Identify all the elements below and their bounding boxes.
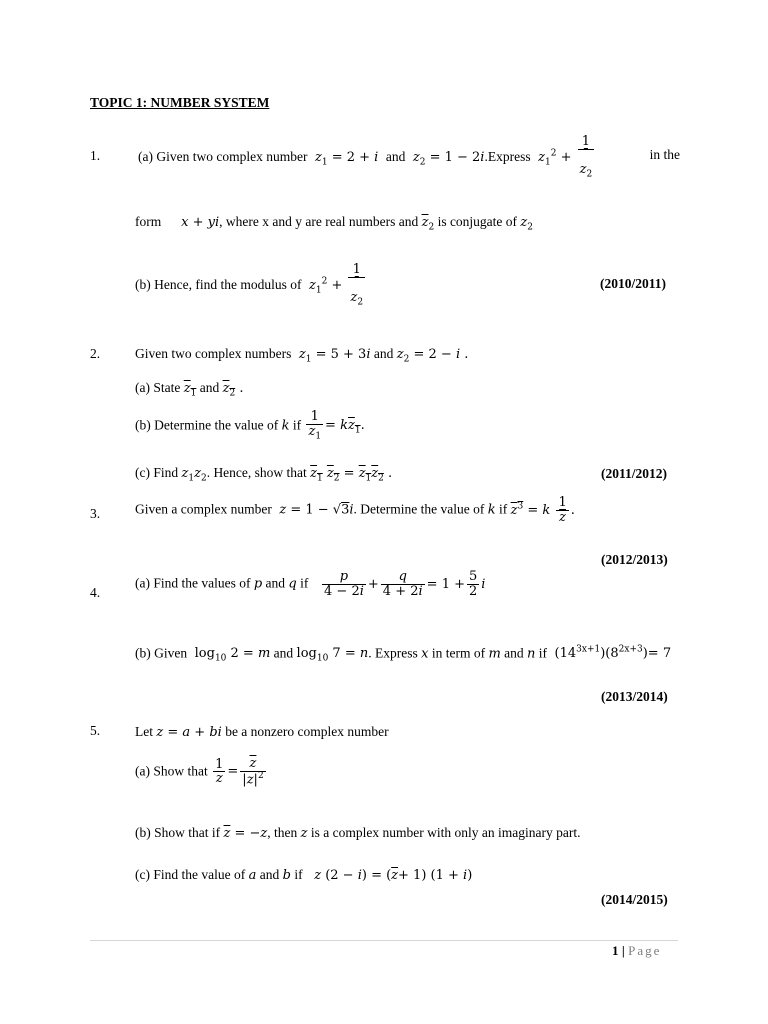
page-footer: [612, 943, 661, 959]
q2-and: and: [373, 346, 394, 361]
q2c-hence: . Hence, show that: [206, 465, 307, 480]
q3-if: if: [499, 501, 508, 517]
q5b-rest: is a complex number with only an imaginary part.: [310, 825, 581, 840]
q3-intro: Given a complex number: [135, 501, 272, 517]
q5a-text: (a) Show that: [135, 763, 208, 779]
q2a-z2bar: $z_2$ .: [222, 381, 244, 399]
question-5-part-b: [135, 825, 580, 841]
question-4-number: 4.: [90, 585, 101, 600]
q4b-n: n: [527, 646, 536, 662]
q5c-and: and: [259, 867, 280, 882]
q3-expr: $z^3 = k$ $\frac{1}{z}$ .: [510, 495, 575, 525]
q1a-text: (a) Given two complex number: [138, 149, 308, 165]
question-5-year: (2014/2015): [601, 892, 668, 907]
q4b-express: . Express: [368, 645, 418, 661]
question-3-text: [135, 496, 575, 524]
q4a-text: (a) Find the values of: [135, 575, 251, 591]
q1-in-the: in the: [649, 147, 680, 162]
question-1-year: (2010/2011): [600, 276, 666, 291]
q2a-and: and: [199, 380, 220, 395]
page-title: TOPIC 1: NUMBER SYSTEM: [90, 95, 270, 110]
question-4-year: (2013/2014): [601, 689, 668, 704]
q4b-m: m: [488, 646, 501, 662]
q4-and: and: [265, 575, 286, 591]
question-3-number: 3.: [90, 506, 101, 521]
q4b-n-and: and: [504, 645, 524, 661]
q3-z: z = 1 − √3i: [275, 502, 354, 518]
q4b-log2: $\log_{10} 2 = m$: [190, 646, 271, 664]
q5c-b: b: [282, 868, 291, 883]
q1b-expr: $z_1^2$ + 1 $z_2$: [304, 262, 364, 308]
q1-z2-eq: $z_2 = 1 - 2i$: [408, 150, 485, 168]
q2c-text: (c) Find: [135, 465, 179, 480]
question-2-year: (2011/2012): [601, 466, 667, 481]
q4-q: q: [288, 576, 297, 592]
q4b-text: (b) Given: [135, 645, 188, 661]
q1-express: .Express: [484, 149, 531, 165]
q2b-expr: $\frac{1}{z_1}$ = $kz_1$.: [308, 409, 365, 442]
q5b-then: , then: [267, 825, 298, 840]
q1-and: and: [385, 149, 406, 165]
q3-k: k: [487, 502, 496, 518]
question-4-part-b: [135, 645, 671, 664]
question-2-part-a: [135, 380, 243, 399]
q5-z: z = a + bi: [156, 725, 222, 740]
question-5-intro: [135, 724, 389, 740]
q2a-text: (a) State: [135, 380, 181, 395]
question-1-number: 1.: [90, 148, 101, 163]
q4-if: if: [300, 575, 309, 591]
q2b-k: k: [281, 418, 290, 434]
q2a-z1bar: $z_1$: [183, 381, 197, 399]
q5-nonzero: be a nonzero complex number: [225, 724, 389, 739]
q2b-text: (b) Determine the value of: [135, 417, 279, 433]
q1-z1-eq: $z_1 = 2 + i$: [310, 150, 383, 168]
q2-z1: $z_1 = 5 + 3i$: [294, 347, 371, 365]
q2-z2: $z_2 = 2 - i$ .: [396, 347, 469, 365]
q5b-text: (b) Show that if: [135, 825, 221, 840]
question-5-part-a: [135, 757, 268, 787]
q1-expr: $z_1^2$ + 1 $z_2$: [533, 134, 593, 180]
question-2-part-b: [135, 410, 365, 442]
q5c-equation: z $(2 - i) = (\overline{z}+ 1) (1 + i)$: [305, 868, 473, 883]
q5a-expr: $\frac{1}{z}$ = $\frac{\overline{z}}{|z|^2}$: [215, 756, 264, 787]
page-number: 1: [612, 943, 619, 958]
question-5-part-c: [135, 867, 472, 883]
q5c-text: (c) Find the value of: [135, 867, 246, 882]
q1-where: , where x and y are real numbers and: [219, 214, 419, 229]
question-1-form: [135, 214, 533, 233]
page-label: Page: [628, 943, 662, 958]
q1-xyi: x + yi: [164, 215, 220, 230]
q4-p: p: [253, 576, 263, 592]
question-2-number: 2.: [90, 346, 101, 361]
q5c-if: if: [294, 867, 303, 882]
q1-z2: $z_2$: [520, 215, 534, 233]
q5c-a: a: [248, 868, 257, 883]
question-3-year: (2012/2013): [601, 552, 668, 567]
q4b-x: x: [421, 646, 429, 662]
question-4-part-a: [135, 570, 485, 598]
q4b-and: and: [273, 645, 294, 661]
q4b-in-term: in term of: [431, 645, 486, 661]
q5b-cond: $\overline{z} = -z$: [223, 826, 268, 841]
question-1-part-a: [138, 135, 680, 180]
q4b-n-if: if: [538, 645, 548, 661]
q4a-expr: $\frac{p}{4 - 2i}$ + $\frac{q}{4 + 2i}$ = 1 + $\frac{5}{2}$ i: [324, 569, 486, 599]
q1-form-text: form: [135, 214, 162, 229]
q4b-equation: $(14^{3x+1})(8^{2x+3})= 7$: [550, 645, 672, 662]
footer-divider: [90, 940, 678, 941]
q4b-log7: $\log_{10} 7 = n$: [296, 646, 369, 664]
q1-conj: is conjugate of: [437, 214, 518, 229]
q2c-identity: $z_1$ $z_2 = z_1z_2$ .: [310, 466, 393, 484]
page-separator: |: [621, 943, 625, 958]
q2b-if: if: [292, 417, 302, 433]
question-2-intro: [135, 346, 468, 365]
q2-intro-text: Given two complex numbers: [135, 346, 292, 361]
q5-let: Let: [135, 724, 153, 739]
question-1-part-b: [135, 263, 367, 308]
q5b-z: z: [300, 826, 308, 841]
q1-z2bar: $\overline{z}_2$: [421, 215, 435, 233]
q3-det: . Determine the value of: [353, 501, 485, 517]
question-5-number: 5.: [90, 723, 101, 738]
question-2-part-c: [135, 465, 392, 484]
q2c-z1z2: $z_1z_2$: [181, 466, 207, 484]
q1b-text: (b) Hence, find the modulus of: [135, 277, 302, 293]
